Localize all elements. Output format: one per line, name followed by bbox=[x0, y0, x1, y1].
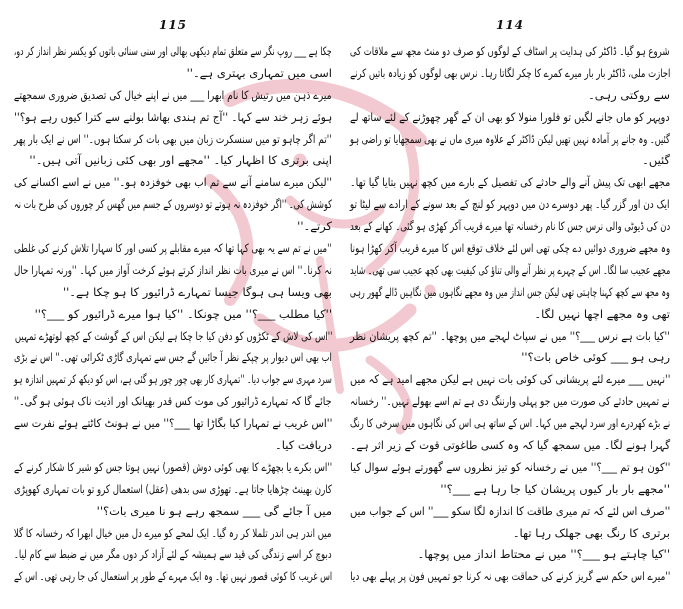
text-line-content: ''کیا مطلب ___؟'' میں چونکا۔ ''کیا ہوا میرے ڈرائیور کو ___؟'' bbox=[34, 306, 332, 321]
text-line-content: کارن بھینٹ چڑھایا جاتا ہے۔ تھوڑی سی بدھی (عقل) استعمال کرو تو بات تمہاری کھوپڑی bbox=[14, 481, 332, 496]
text-line bbox=[350, 413, 670, 435]
text-line-content: برتری کا رنگ بھی جھلک رہا تھا۔ bbox=[512, 525, 670, 540]
text-line bbox=[14, 85, 332, 107]
text-line bbox=[14, 457, 332, 479]
text-line-content: ''اس غریب نے تمہارا کیا بگاڑا تھا ___؟'' میں نے ہونٹ کاٹتے ہوئے نفرت سے bbox=[13, 416, 332, 431]
text-line-content: اس غریب کا کوئی قصور نہیں تھا۔ وہ ایک مہرے کے طور پر استعمال کی جا رہی تھی۔ اس کے bbox=[13, 569, 332, 584]
text-line bbox=[14, 150, 332, 172]
text-line-content: دریافت کیا۔ bbox=[274, 438, 332, 453]
text-line bbox=[350, 41, 670, 63]
text-line bbox=[14, 326, 332, 348]
text-line-content: تھی وہ مجھے اچھا نہیں لگا۔ bbox=[534, 306, 670, 321]
text-line bbox=[350, 501, 670, 523]
text-line bbox=[350, 129, 670, 151]
text-line-content: کوشش کی۔ ''اگر خوفزدہ نہ ہوتے تو دوسروں کے جسم میں گھس کر چوروں کی طرح بات نہ bbox=[13, 197, 332, 212]
text-line bbox=[350, 172, 670, 194]
text-line bbox=[14, 435, 332, 457]
text-line bbox=[350, 150, 670, 172]
text-line bbox=[14, 369, 332, 391]
text-line-content: ''نہیں ___ میرے لئے پریشانی کی کوئی بات نہیں ہے لیکن مجھے امید ہے کہ میں bbox=[349, 372, 670, 387]
text-line-content: چکا ہے ___ روپ نگر سے متعلق تمام دیکھی بھالی اور سنی سنائی باتوں کو یکسر نظر انداز کر دو، bbox=[14, 44, 332, 58]
text-line bbox=[350, 260, 670, 282]
text-line bbox=[14, 501, 332, 523]
text-line-content: نہ کرنا۔'' اس نے میری بات نظر انداز کرتے ہوئے کرخت آواز میں کہا۔ ''ورنہ تمہارا حال bbox=[14, 262, 332, 277]
text-line-content: میں اندر ہی اندر تلملا کر رہ گیا۔ ایک لمحے کو میرے دل میں خیال ابھرا کہ رخسانہ کا گلا bbox=[14, 525, 332, 540]
text-line bbox=[350, 304, 670, 326]
text-line bbox=[350, 238, 670, 260]
text-line-content: میرے ذہن میں رتیش کا نام ابھرا ___ میں نے اپنے خیال کی تصدیق ضروری سمجھتے bbox=[14, 87, 332, 102]
text-line-content: ''میرے اس حکم سے گریز کرنے کی حماقت بھی نہ کرنا جو تمہیں فون پر پہلے بھی دیا bbox=[349, 569, 670, 584]
text-line-content: ''میں نے تم سے یہ بھی کہا تھا کہ میرے مقابلے پر کسی اور کا سہارا تلاش کرنے کی غلطی bbox=[14, 241, 332, 256]
text-line bbox=[350, 194, 670, 216]
text-line bbox=[14, 172, 332, 194]
text-line bbox=[350, 457, 670, 479]
text-line-content: وہ مجھے ضروری دوائیں دے چکی تھی اس لئے خلاف توقع اس کا میرے قریب آکر کھڑا ہونا bbox=[349, 241, 670, 256]
right-page bbox=[350, 0, 670, 609]
text-line-content: ایک دن اور گزر گیا۔ پھر دوسرے دن میں دوپہر کو لنچ کے بعد سونے کے ارادے سے لیٹا تو bbox=[350, 197, 670, 212]
text-line-content: نے تمہیں حادثے کی صورت میں جو پہلی وارننگ دی ہے تم اسے بھولے نہیں۔'' رخسانہ bbox=[350, 394, 670, 409]
text-line-content: ''تم اگر چاہو تو میں سنسکرت زبان میں بھی بات کر سکتا ہوں۔'' اس نے ایک بار پھر bbox=[14, 131, 332, 146]
left-page bbox=[14, 0, 332, 609]
text-line-content: بھی ویسا ہی ہوگا جیسا تمہارے ڈرائیور کا ہو چکا ہے۔'' bbox=[62, 284, 332, 299]
page-text bbox=[350, 41, 670, 588]
text-line bbox=[350, 85, 670, 107]
text-line-content: ''صرف اس لئے کہ تم میری طاقت کا اندازہ لگا سکو ___'' اس کے جواب میں bbox=[349, 503, 670, 518]
text-line-content: دن کی ڈیوٹی والی نرس جس کا نام رخسانہ تھا میرے قریب آکر کھڑی ہو گئی۔ کھانے کے بعد bbox=[349, 219, 670, 234]
text-line-content: نے بڑے کھردرے اور سرد لہجے میں کہا۔ اس کے ساتھ ہی اس کی نگاہوں میں سرخی کا رنگ bbox=[349, 416, 670, 431]
text-line-content: ''لیکن میرے سامنے آنے سے تم اب بھی خوفزدہ ہو۔'' میں نے اسے اکسانے کی bbox=[13, 175, 332, 190]
text-line-content: دبوچ کر اسے زندگی کی قید سے ہمیشہ کے لئے آزاد کر دوں مگر میں نے ضبط سے کام لیا۔ bbox=[14, 547, 332, 562]
text-line bbox=[14, 347, 332, 369]
text-line bbox=[14, 523, 332, 545]
text-line-content: اپنی برتری کا اظہار کیا۔ ''مجھے اور بھی کئی زبانیں آتی ہیں۔'' bbox=[29, 153, 332, 168]
text-line bbox=[350, 282, 670, 304]
text-line-content: ہوئے زہر خند سے کہا۔ ''آج تم ہندی بھاشا بولنے سے کترا کیوں رہے ہو؟'' bbox=[13, 109, 332, 124]
text-line-content: رہی ہو ___ کوئی خاص بات؟'' bbox=[521, 350, 670, 365]
text-line-content: ''مجھے بار بار کیوں پریشان کیا جا رہا ہے ___؟'' bbox=[440, 481, 670, 496]
text-line bbox=[14, 304, 332, 326]
text-line-content: کرتے۔'' bbox=[297, 219, 332, 234]
page-number: 114 bbox=[495, 18, 525, 32]
text-line bbox=[350, 326, 670, 348]
text-line-content: ''اس کی لاش کے ٹکڑوں کو دفن کیا جا چکا ہے لیکن اس کے گوشت کے کچھ لوتھڑے تمہیں bbox=[14, 328, 332, 343]
page-number: 115 bbox=[158, 18, 188, 32]
text-line-content: اسی میں تمہاری بہتری ہے۔'' bbox=[186, 65, 332, 80]
text-line-content: سے روکتی رہی۔ bbox=[588, 87, 670, 102]
text-line bbox=[350, 216, 670, 238]
text-line-content: جائے گا کہ تمہارے ڈرائیور کی موت کس قدر بھیانک اور اذیت ناک ہوئی ہو گی۔'' bbox=[14, 394, 332, 409]
text-line-content: اب بھی اس دیوار پر چپکے نظر آ جائیں گے جس سے تمہاری گاڑی ٹکرائی تھی۔'' اس نے بڑی bbox=[14, 350, 332, 365]
text-line-content: دوپہر کو ماں جانے لگیں تو فلورا منولا کو بھی ان کے گھر چھوڑنے کے لئے ساتھ لے bbox=[350, 109, 670, 124]
text-line-content: شروع ہو گیا۔ ڈاکٹر کی ہدایت پر اسٹاف کے لوگوں کو صرف دو منٹ مجھ سے ملاقات کی bbox=[350, 44, 670, 58]
text-line bbox=[350, 544, 670, 566]
text-line-content: وہ مجھ سے کچھ کہنا چاہتی تھی لیکن جس انداز میں وہ مجھے نگاہوں میں نگاہیں ڈالے گھور رہی bbox=[350, 284, 670, 299]
text-line bbox=[350, 347, 670, 369]
text-line bbox=[14, 479, 332, 501]
text-line-content: ''اس بکرے یا بچھڑے کا بھی کوئی دوش (قصور) نہیں ہوتا جس کو شیر کا شکار کرنے کے bbox=[13, 459, 332, 474]
text-line-content: اجازت ملی، ڈاکٹر بار بار میرے کمرے کا چکر لگاتا رہا۔ نرس بھی لوگوں کو زیادہ باتیں کرنے bbox=[349, 65, 670, 80]
text-line-content: گہرا ہونے لگا۔ میں سمجھ گیا کہ وہ کسی طاغوتی قوت کے زیر اثر ہے۔ bbox=[349, 438, 670, 453]
text-line bbox=[350, 523, 670, 545]
text-line bbox=[350, 63, 670, 85]
text-line-content: مجھے ابھی تک پیش آنے والے حادثے کی تفصیل کے بارے میں کچھ نہیں بتایا گیا تھا۔ bbox=[349, 175, 670, 190]
text-line-content: سرد مہری سے جواب دیا۔ ''تمہاری کار بھی چور چور ہو گئی ہے، اس کو دیکھ کر تمہیں اندازہ ہو bbox=[14, 372, 332, 387]
text-line bbox=[350, 566, 670, 588]
text-line bbox=[350, 435, 670, 457]
text-line bbox=[350, 479, 670, 501]
text-line-content: ''کیا چاہتے ہو ___؟'' میں نے محتاط انداز میں پوچھا۔ bbox=[417, 547, 670, 562]
text-line bbox=[350, 391, 670, 413]
text-line-content: ''کون ہو تم ___؟'' میں نے رخسانہ کو تیز نظروں سے گھورتے ہوئے سوال کیا bbox=[349, 459, 670, 474]
text-line-content: گئیں۔ bbox=[642, 153, 670, 168]
text-line bbox=[350, 107, 670, 129]
text-line-content: مجھے عجیب سا لگا۔ اس کے چہرے پر نظر آنے والی تناؤ کی کیفیت بھی کچھ عجیب سی تھی۔ شاید bbox=[349, 262, 670, 277]
text-line-content: میں آ جائے گی ___ سمجھ رہے ہو نا میری بات؟'' bbox=[96, 503, 332, 518]
text-line bbox=[14, 107, 332, 129]
page-text bbox=[14, 41, 332, 588]
text-line-content: گئیں۔ وہ جانے پر آمادہ نہیں تھیں لیکن ڈاکٹر کے علاوہ میری ماں نے بھی سمجھایا تو راضی ہو bbox=[350, 131, 670, 146]
text-line bbox=[350, 369, 670, 391]
text-line bbox=[14, 544, 332, 566]
text-line-content: ''کیا بات ہے نرس ___؟'' میں نے سپاٹ لہجے میں پوچھا۔ ''تم کچھ پریشان نظر bbox=[350, 328, 670, 343]
